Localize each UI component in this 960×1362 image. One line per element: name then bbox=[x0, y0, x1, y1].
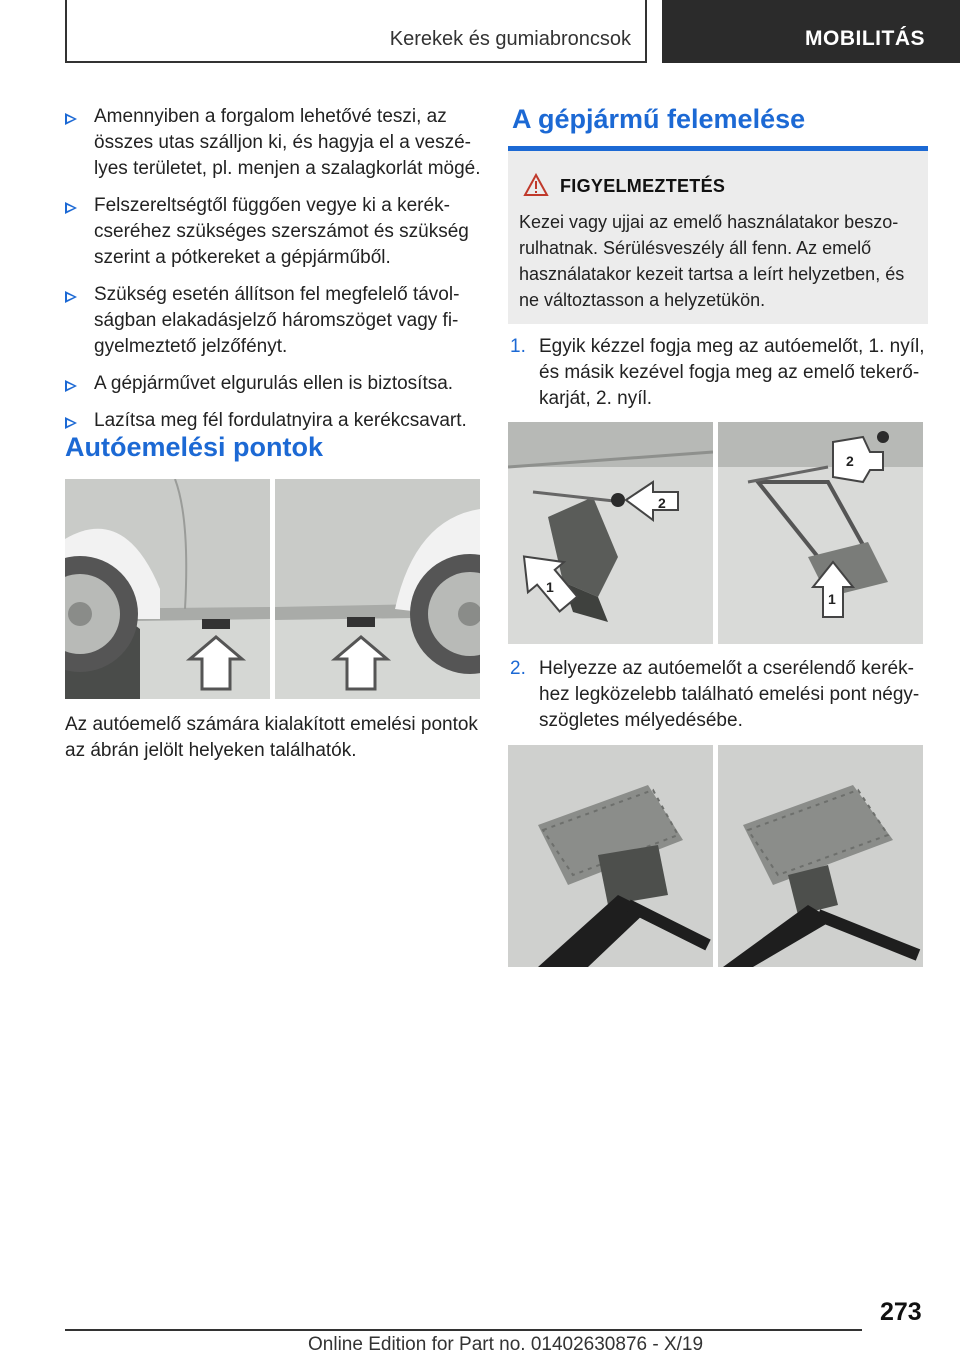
section-heading-lifting-vehicle: A gépjármű felemelése bbox=[512, 104, 806, 134]
triangle-bullet-icon bbox=[65, 113, 77, 125]
svg-text:2: 2 bbox=[846, 453, 854, 469]
header-chapter-title: MOBILITÁS bbox=[805, 27, 925, 50]
triangle-bullet-icon bbox=[65, 291, 77, 303]
jacking-points-caption: Az autóemelő számára kialakított emelési pontok az ábrán jelölt helyeken találhatók. bbox=[65, 714, 478, 761]
svg-text:1: 1 bbox=[546, 579, 554, 595]
page-header bbox=[65, 0, 960, 66]
warning-box bbox=[508, 146, 928, 324]
warning-text: Kezei vagy ujjai az emelő használatakor beszo- rulhatnak. Sérülésveszély áll fenn. Az emelő használatakor kezeit tartsa a leírt helyzetben, és ne változtasson a helyzetükön. bbox=[519, 212, 905, 310]
warning-title: FIGYELMEZTETÉS bbox=[560, 176, 726, 196]
header-section-title: Kerekek és gumiabroncsok bbox=[389, 28, 631, 50]
jacking-points-figure bbox=[65, 479, 480, 699]
step-number: 2. bbox=[510, 658, 526, 679]
header-chapter-box bbox=[662, 0, 960, 63]
footer-edition-text: Online Edition for Part no. 01402630876 - X/19 bbox=[308, 1334, 704, 1355]
triangle-bullet-icon bbox=[65, 202, 77, 214]
step-list-1 bbox=[508, 334, 928, 412]
preparation-bullet-list bbox=[65, 104, 485, 445]
step-item: 2. Helyezze az autóemelőt a cserélendő kerék- hez legközelebb található emelési pont négy- szögletes mélyedésébe. bbox=[510, 658, 920, 731]
jack-placement-figure bbox=[508, 745, 923, 967]
warning-triangle-icon bbox=[523, 173, 549, 197]
bullet-item: Szükség esetén állítson fel megfelelő távol- ságban elakadásjelző háromszöget vagy fi- gyelmeztető jelzőfényt. bbox=[65, 282, 485, 360]
step-list-2 bbox=[508, 656, 928, 734]
svg-text:2: 2 bbox=[658, 495, 666, 511]
step-item: 1. Egyik kézzel fogja meg az autóemelőt, 1. nyíl, és másik kezével fogja meg az emelő tekerő- karját, 2. nyíl. bbox=[510, 336, 925, 409]
triangle-bullet-icon bbox=[65, 380, 77, 392]
section-heading-jacking-points: Autóemelési pontok bbox=[65, 432, 324, 462]
bullet-item: Amennyiben a forgalom lehetővé teszi, az összes utas szálljon ki, és hagyja el a veszé- lyes területet, pl. menjen a szalagkorlát mögé. bbox=[65, 104, 485, 182]
footer-divider bbox=[65, 1329, 862, 1331]
jack-handling-figure bbox=[508, 422, 923, 644]
header-section-box bbox=[65, 0, 647, 63]
triangle-bullet-icon bbox=[65, 417, 77, 429]
step-number: 1. bbox=[510, 336, 526, 357]
bullet-item: A gépjárművet elgurulás ellen is biztosítsa. bbox=[65, 371, 485, 397]
svg-text:1: 1 bbox=[828, 591, 836, 607]
page-number: 273 bbox=[880, 1298, 922, 1326]
bullet-item: Lazítsa meg fél fordulatnyira a kerékcsavart. bbox=[65, 408, 485, 434]
bullet-item: Felszereltségtől függően vegye ki a kerék- cseréhez szükséges szerszámot és szükség szerint a pótkereket a gépjárműből. bbox=[65, 193, 485, 271]
